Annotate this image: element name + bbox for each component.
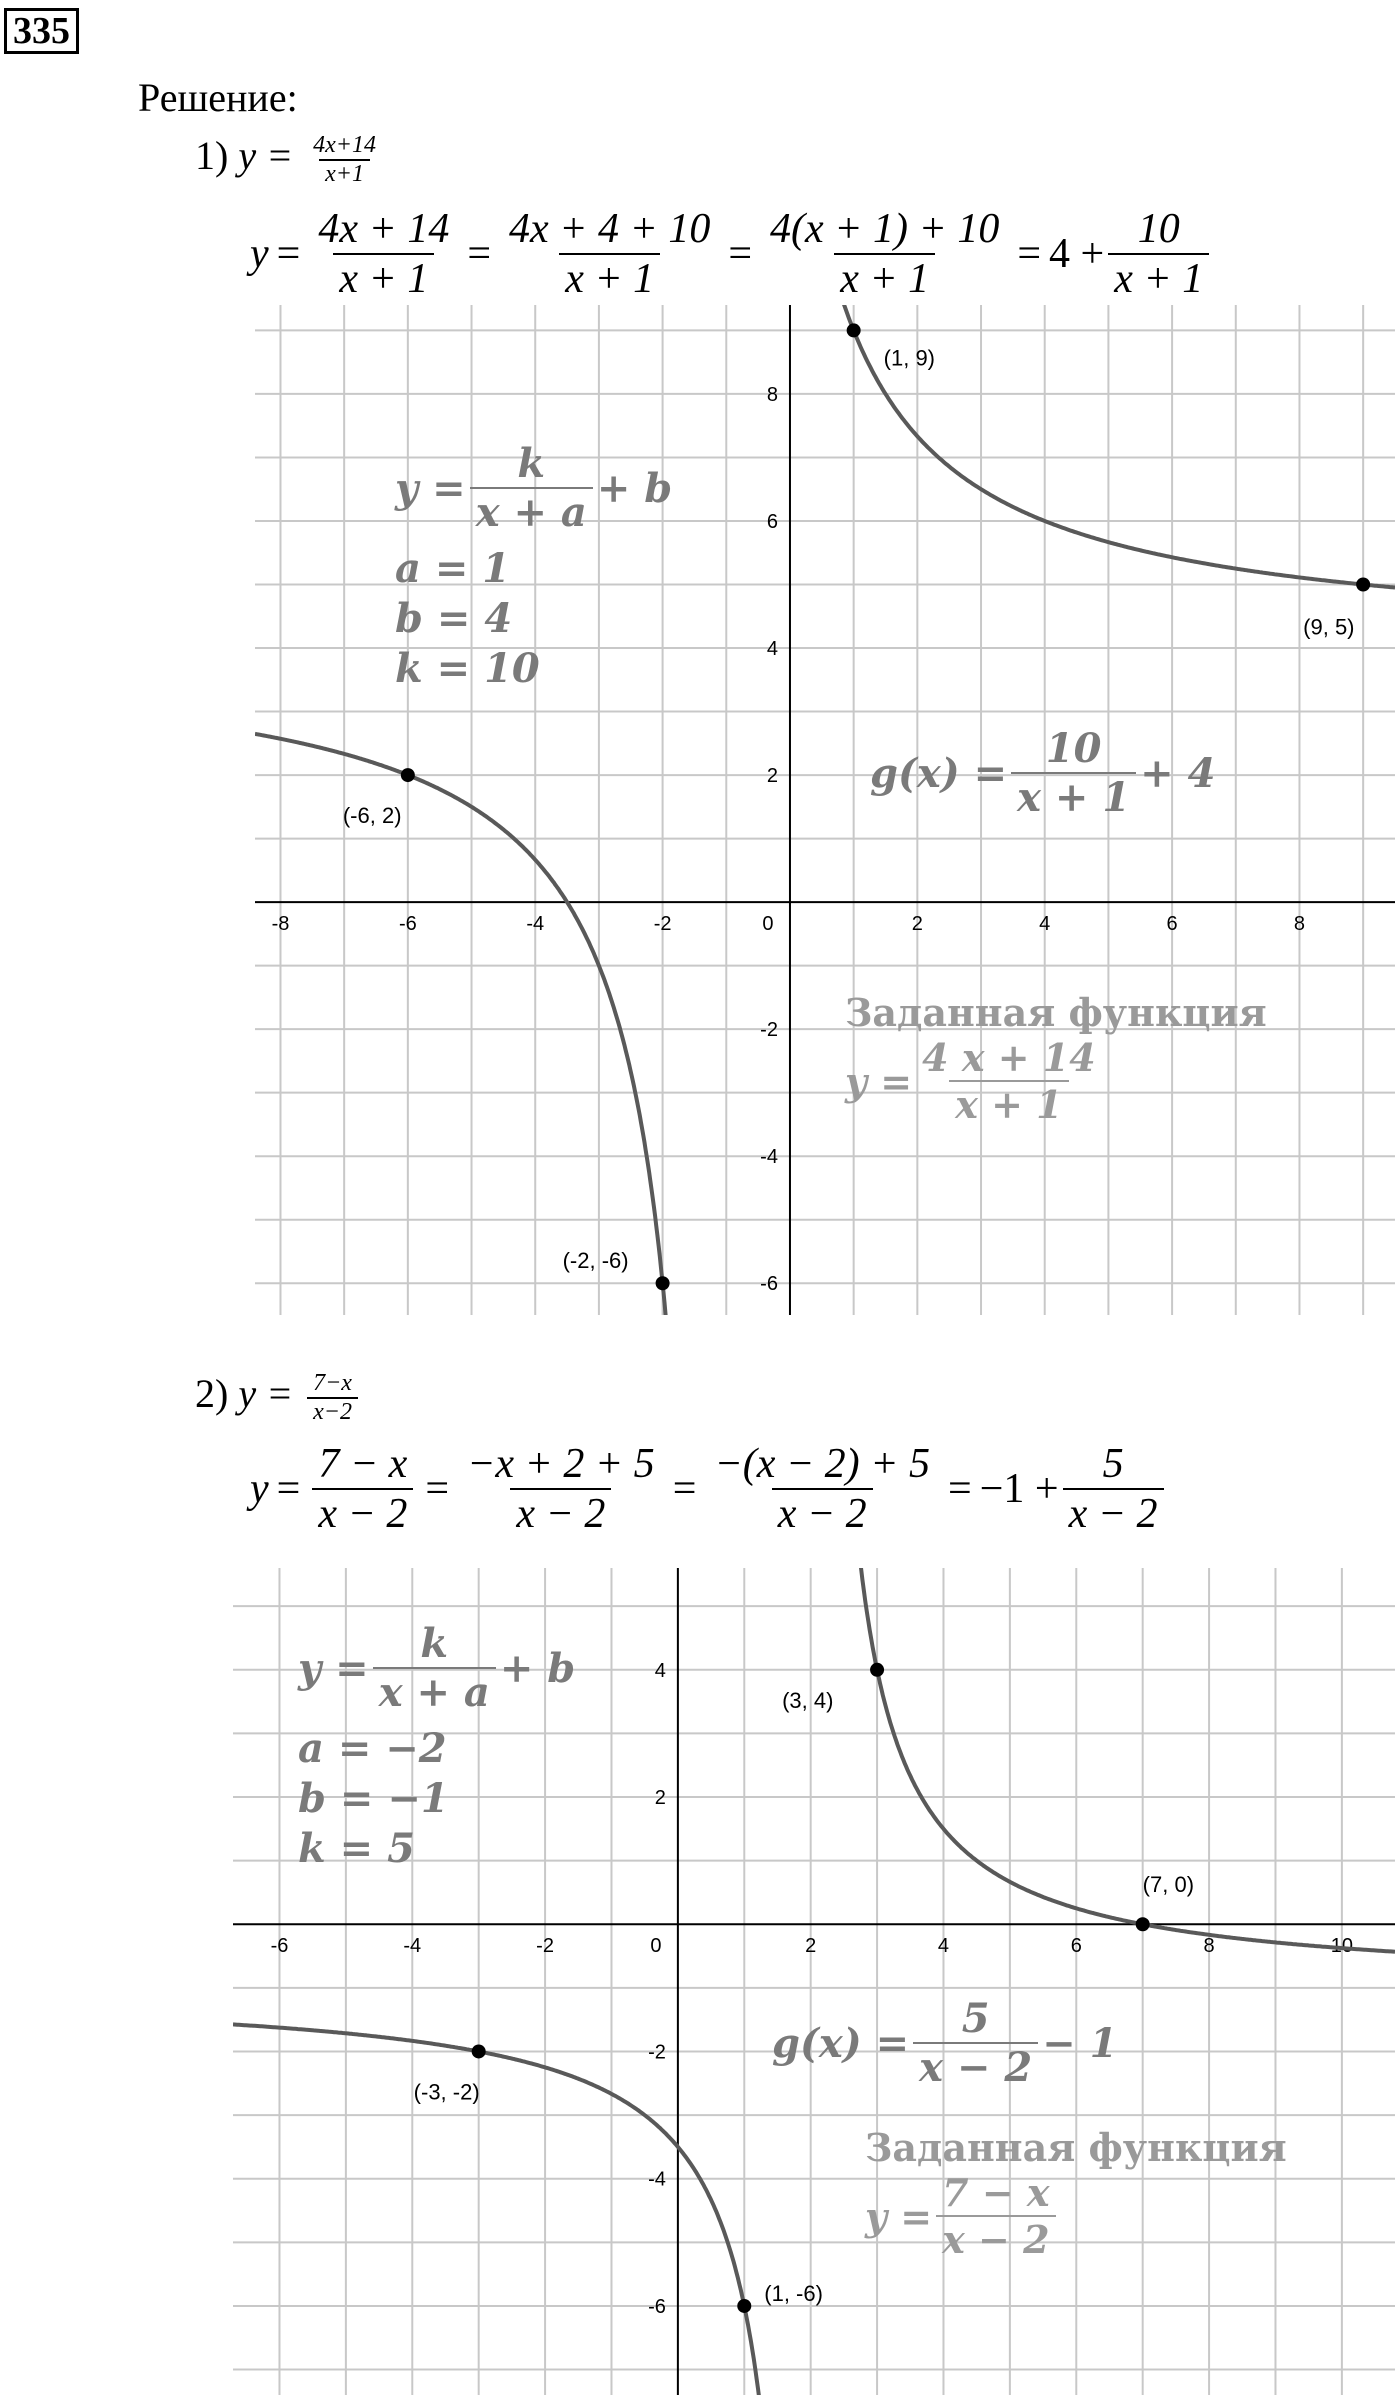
g-label: g(x) = (870, 749, 1008, 797)
fraction-numerator: 5 (1102, 1441, 1124, 1487)
fraction-numerator: 7 − x (942, 2170, 1050, 2215)
point-label: (3, 4) (782, 1687, 834, 1713)
point-label: (9, 5) (1303, 614, 1355, 640)
point-label: (1, -6) (764, 2280, 823, 2306)
chart-2-template (298, 1620, 575, 1874)
x-tick-label: 4 (937, 1935, 950, 1958)
y-tick-label: 2 (654, 1787, 666, 1810)
fraction-denominator: x−2 (307, 1397, 358, 1426)
y-tick-label: -4 (648, 2168, 666, 2191)
fraction-denominator: x + a (373, 1667, 496, 1716)
fraction-numerator: k (517, 440, 546, 487)
fraction-denominator: x+1 (319, 159, 370, 188)
y-tick-label: 8 (766, 383, 778, 406)
x-tick-label: 2 (805, 1935, 817, 1958)
param-k: k = 5 (298, 1825, 415, 1872)
chart-1-given (845, 990, 1267, 1127)
final-fraction (1063, 1440, 1164, 1538)
fraction-denominator: x + 1 (333, 253, 434, 303)
fraction-denominator: x − 2 (772, 1488, 873, 1538)
fraction-denominator: x + 1 (834, 253, 935, 303)
solution-label: Решение: (138, 75, 298, 120)
curve-right-branch (858, 1568, 1395, 1952)
given-title: Заданная функция (865, 2125, 1287, 2170)
given-lhs: y = (865, 2193, 933, 2239)
x-tick-label: -4 (403, 1935, 422, 1958)
x-tick-label: 6 (1070, 1935, 1082, 1958)
chart-1-template (395, 440, 672, 694)
template-fraction (373, 1620, 496, 1716)
given-fraction (936, 2170, 1055, 2262)
problem-number: 335 (4, 8, 79, 54)
part-1-short-frac (307, 132, 382, 188)
data-point (847, 323, 861, 337)
fraction-numerator: 7−x (313, 1370, 352, 1396)
chain-fraction (461, 1440, 661, 1538)
curve-left-branch (255, 734, 668, 1315)
part-2-chain: y = $\frac{7 - x}{x - 2}$ = $\frac{-x + 2 + 5}{x - 2}$ = $\frac{-(x - 2) + 5}{x - 2}$ = −1 + $\frac{5}{x - 2}$ (250, 1440, 1168, 1538)
fraction-denominator: x − 2 (936, 2215, 1055, 2262)
template-lhs: y = (298, 1644, 369, 1692)
final-prefix: 4 + (1049, 231, 1105, 277)
fraction-numerator: 4x + 14 (318, 206, 450, 252)
given-fraction (916, 1035, 1102, 1127)
fraction-denominator: x − 2 (510, 1488, 611, 1538)
fraction-numerator: 5 (961, 1995, 990, 2042)
chart-1-g (870, 725, 1215, 821)
y-tick-label: 6 (766, 510, 778, 533)
chain-fraction (312, 1440, 413, 1538)
fraction-numerator: 10 (1045, 725, 1102, 772)
data-point (401, 768, 415, 782)
chain-fraction (708, 1440, 936, 1538)
x-tick-label: -6 (398, 913, 417, 936)
fraction-denominator: x + a (470, 487, 593, 536)
final-prefix: −1 + (979, 1466, 1059, 1512)
chain-fraction (764, 205, 1005, 303)
point-label: (7, 0) (1142, 1872, 1195, 1898)
fraction-numerator: 7 − x (318, 1441, 408, 1487)
part-1-short-lhs: y (238, 133, 257, 179)
y-tick-label: -6 (760, 1273, 778, 1296)
x-tick-label: -8 (271, 913, 290, 936)
x-tick-label: -6 (270, 1935, 289, 1958)
param-a: a = −2 (298, 1725, 447, 1772)
fraction-numerator: −x + 2 + 5 (467, 1441, 655, 1487)
g-tail: − 1 (1042, 2019, 1118, 2067)
fraction-numerator: −(x − 2) + 5 (714, 1441, 931, 1487)
chain-fraction (312, 205, 455, 303)
x-tick-label: 8 (1203, 1935, 1215, 1958)
y-tick-label: -2 (760, 1019, 778, 1042)
fraction-denominator: x + 1 (559, 253, 660, 303)
g-label: g(x) = (772, 2019, 910, 2067)
part-1-index: 1) (195, 133, 229, 179)
template-fraction (470, 440, 593, 536)
point-label: (-6, 2) (342, 803, 402, 829)
fraction-numerator: k (420, 1620, 449, 1667)
y-tick-label: -6 (648, 2295, 666, 2318)
fraction-numerator: 4(x + 1) + 10 (770, 206, 1000, 252)
x-tick-label: 0 (650, 1935, 662, 1958)
g-fraction (1011, 725, 1136, 821)
y-tick-label: -4 (760, 1146, 778, 1169)
fraction-numerator: 4x+14 (313, 132, 376, 158)
y-tick-label: 4 (766, 638, 778, 661)
fraction-denominator: x + 1 (949, 1080, 1068, 1127)
fraction-denominator: x + 1 (1108, 253, 1209, 303)
fraction-numerator: 4 x + 14 (922, 1035, 1096, 1080)
g-tail: + 4 (1140, 749, 1216, 797)
chart-2-given (865, 2125, 1287, 2262)
data-point (1136, 1917, 1150, 1931)
x-tick-label: 4 (1039, 913, 1051, 936)
fraction-denominator: x − 2 (312, 1488, 413, 1538)
part-2-short: 2) y = $\frac{7-x}{x-2}$ (195, 1370, 362, 1426)
given-title: Заданная функция (845, 990, 1267, 1035)
given-lhs: y = (845, 1058, 913, 1104)
template-tail: + b (596, 464, 673, 512)
fraction-numerator: 10 (1137, 206, 1180, 252)
chart-2-g (772, 1995, 1117, 2091)
part-1-short: 1) y = $\frac{4x+14}{x+1}$ (195, 132, 386, 188)
y-tick-label: 4 (654, 1659, 666, 1682)
data-point (737, 2299, 751, 2313)
data-point (870, 1663, 884, 1677)
template-tail: + b (499, 1644, 576, 1692)
point-label: (-2, -6) (562, 1248, 629, 1274)
y-tick-label: 2 (766, 765, 778, 788)
param-a: a = 1 (395, 545, 511, 592)
x-tick-label: 10 (1330, 1935, 1354, 1958)
param-k: k = 10 (395, 645, 540, 692)
x-tick-label: -2 (536, 1935, 554, 1958)
x-tick-label: 2 (911, 913, 923, 936)
chain-fraction (503, 205, 716, 303)
fraction-numerator: 4x + 4 + 10 (509, 206, 711, 252)
part-1-chain: y = $\frac{4x + 14}{x + 1}$ = $\frac{4x + 4 + 10}{x + 1}$ = $\frac{4(x + 1) + 10}{x + 1}$ = 4 + $\frac{10}{x + 1}$ (250, 205, 1213, 303)
final-fraction (1108, 205, 1209, 303)
data-point (656, 1276, 670, 1290)
fraction-denominator: x − 2 (913, 2042, 1038, 2091)
part-2-short-frac (307, 1370, 358, 1426)
fraction-denominator: x − 2 (1063, 1488, 1164, 1538)
x-tick-label: -2 (653, 913, 672, 936)
param-b: b = 4 (395, 595, 513, 642)
data-point (1356, 577, 1370, 591)
fraction-denominator: x + 1 (1011, 772, 1136, 821)
part-2-index: 2) (195, 1371, 229, 1417)
y-tick-label: -2 (648, 2041, 666, 2064)
x-tick-label: 6 (1166, 913, 1178, 936)
point-label: (1, 9) (883, 345, 936, 371)
template-lhs: y = (395, 464, 466, 512)
point-label: (-3, -2) (413, 2079, 480, 2105)
x-tick-label: 0 (762, 913, 774, 936)
part-2-short-lhs: y (238, 1371, 257, 1417)
g-fraction (913, 1995, 1038, 2091)
data-point (472, 2044, 486, 2058)
x-tick-label: 8 (1293, 913, 1306, 936)
param-b: b = −1 (298, 1775, 449, 1822)
curve-left-branch (233, 2024, 762, 2395)
x-tick-label: -4 (526, 913, 545, 936)
